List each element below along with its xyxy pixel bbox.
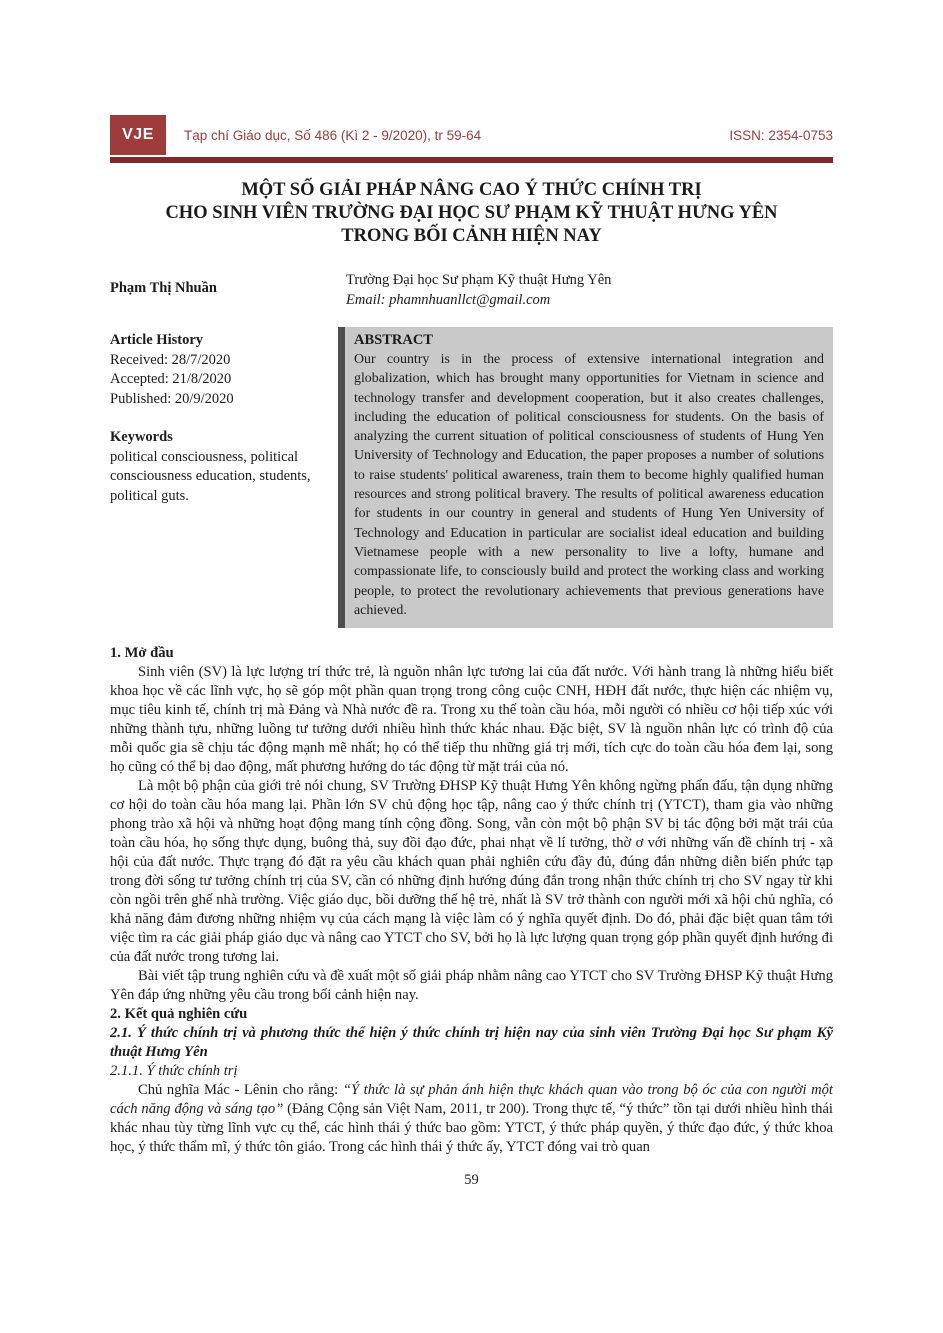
article-history-accepted: Accepted: 21/8/2020 bbox=[110, 371, 232, 387]
marx-lenin-quote: “Ý thức là sự phản ánh hiện thực khách quan vào trong bộ óc của con người một cách năng động và sáng tạo” bbox=[110, 1082, 833, 1118]
section-2-1-1-heading: 2.1.1. Ý thức chính trị bbox=[110, 1063, 238, 1080]
quote-lead-in: Chủ nghĩa Mác - Lênin cho rằng: bbox=[138, 1082, 343, 1099]
abstract-heading: ABSTRACT bbox=[354, 332, 433, 348]
abstract-box bbox=[338, 327, 833, 628]
article-history-heading: Article History bbox=[110, 332, 204, 348]
keywords-heading: Keywords bbox=[110, 429, 173, 445]
section-1-paragraph-3: Bài viết tập trung nghiên cứu và đề xuất một số giải pháp nhằm nâng cao YTCT cho SV Trường ĐHSP Kỹ thuật Hưng Yên đáp ứng những yêu cầu trong bối cảnh hiện nay. bbox=[110, 968, 833, 1004]
author-affiliation: Trường Đại học Sư phạm Kỹ thuật Hưng Yên bbox=[346, 272, 612, 288]
journal-header bbox=[110, 115, 833, 155]
section-1-paragraph-1: Sinh viên (SV) là lực lượng trí thức trẻ, là nguồn nhân lực tương lai của đất nước. Với hành trang là những hiểu biết khoa học về các lĩnh vực, họ sẽ góp một phần quan trọng trong công cuộc CNH, HĐH đất nước, thực hiện các nhiệm vụ, mục tiêu kinh tế, chính trị mà Đảng và Nhà nước đề ra. Trong xu thế toàn cầu hóa, mỗi người có nhiều cơ hội tiếp xúc với những thành tựu, những luồng tư tưởng dưới nhiều hình thức khác nhau. Đặc biệt, SV là nguồn nhân lực có trình độ của mỗi quốc gia sẽ chịu tác động mạnh mẽ nhất; họ có thể tiếp thu những giá trị mới, tích cực do toàn cầu hóa đem lại, song họ cũng có thể bị dao động, mất phương hướng do tác động từ mặt trái của nó. bbox=[110, 664, 833, 776]
article-body bbox=[110, 644, 833, 1157]
article-title bbox=[110, 179, 833, 248]
author-email: Email: phamnhuanllct@gmail.com bbox=[346, 292, 551, 308]
section-1-heading: 1. Mở đầu bbox=[110, 645, 174, 662]
header-rule bbox=[110, 157, 833, 163]
author-name: Phạm Thị Nhuần bbox=[110, 280, 217, 296]
issn-label: ISSN: 2354-0753 bbox=[729, 127, 833, 143]
article-meta-row bbox=[110, 327, 833, 628]
author-affiliation-block bbox=[338, 270, 833, 310]
author-block bbox=[110, 270, 833, 310]
section-2-paragraph-1 bbox=[110, 1081, 833, 1157]
section-2-heading: 2. Kết quả nghiên cứu bbox=[110, 1006, 248, 1023]
vje-logo: VJE bbox=[110, 115, 166, 155]
page-number: 59 bbox=[464, 1172, 479, 1188]
keywords-text: political consciousness, political consciousness education, students, political guts. bbox=[110, 448, 311, 504]
article-history-received: Received: 28/7/2020 bbox=[110, 351, 231, 368]
article-title-line3: TRONG BỐI CẢNH HIỆN NAY bbox=[341, 226, 602, 246]
abstract-text: Our country is in the process of extensive international integration and globalization, which has brought many opportunities for Vietnam in science and technology transfer and development cooperation, but it also creates challenges, including the education of political consciousness for students. On the basis of analyzing the current situation of political consciousness of students of Hung Yen University of Technology and Education, the paper proposes a number of solutions to raise students' political awareness, train them to become highly qualified human resources and strong political bravery. The results of political awareness education for students in our country in general and students of Hung Yen University of Technology and Education in particular are socialist ideal education and building Vietnamese people with a new personality to live a lofty, humane and compassionate life, to consciously build and protect the working class and working people, to protect the revolutionary achievements that previous generations have achieved. bbox=[354, 352, 824, 618]
article-title-line2: CHO SINH VIÊN TRƯỜNG ĐẠI HỌC SƯ PHẠM KỸ THUẬT HƯNG YÊN bbox=[165, 203, 778, 223]
meta-spacer bbox=[110, 409, 338, 428]
article-history-published: Published: 20/9/2020 bbox=[110, 390, 234, 407]
section-1-paragraph-2: Là một bộ phận của giới trẻ nói chung, SV Trường ĐHSP Kỹ thuật Hưng Yên không ngừng phấn đấu, tận dụng những cơ hội do toàn cầu hóa mang lại. Phần lớn SV chủ động học tập, nâng cao ý thức chính trị (YTCT), tham gia vào những phong trào xã hội và những hoạt động mang tính cộng đồng. Song, vẫn còn một bộ phận SV bị tác động bởi mặt trái của toàn cầu hóa, họ sống thực dụng, buông thả, suy đồi đạo đức, phai nhạt về lí tưởng, thờ ơ với những vấn đề chính trị - xã hội của đất nước. Thực trạng đó đặt ra yêu cầu khách quan phải nghiên cứu đầy đủ, đúng đắn những diễn biến phức tạp trong đời sống tư tưởng chính trị của SV, cần có những định hướng đúng đắn trong nhận thức chính trị cho SV ngay từ khi còn ngồi trên ghế nhà trường. Việc giáo dục, bồi dưỡng thế hệ trẻ, nhất là SV trở thành con người mới xã hội chủ nghĩa, có khả năng đảm đương những nhiệm vụ của cách mạng là việc làm có ý nghĩa quyết định. Do đó, phải đặc biệt quan tâm tới việc tìm ra các giải pháp giáo dục và nâng cao YTCT cho SV, bởi họ là lực lượng quan trọng góp phần quyết định hướng đi của đất nước trong tương lai. bbox=[110, 778, 833, 966]
article-meta-column bbox=[110, 327, 338, 628]
journal-issue-info: Tạp chí Giáo dục, Số 486 (Kì 2 - 9/2020), tr 59-64 bbox=[184, 127, 482, 143]
article-title-line1: MỘT SỐ GIẢI PHÁP NÂNG CAO Ý THỨC CHÍNH TRỊ bbox=[241, 180, 702, 200]
section-2-1-heading: 2.1. Ý thức chính trị và phương thức thể hiện ý thức chính trị hiện nay của sinh viên Trường Đại học Sư phạm Kỹ thuật Hưng Yên bbox=[110, 1025, 833, 1061]
quote-follow-on: (Đảng Cộng sản Việt Nam, 2011, tr 200). Trong thực tế, “ý thức” tồn tại dưới nhiều hình thái khác nhau tùy từng lĩnh vực cụ thể, các hình thái ý thức bao gồm: YTCT, ý thức pháp quyền, ý thức đạo đức, ý thức khoa học, ý thức thẩm mĩ, ý thức tôn giáo. Trong các hình thái ý thức ấy, YTCT đóng vai trò quan bbox=[110, 1101, 833, 1156]
